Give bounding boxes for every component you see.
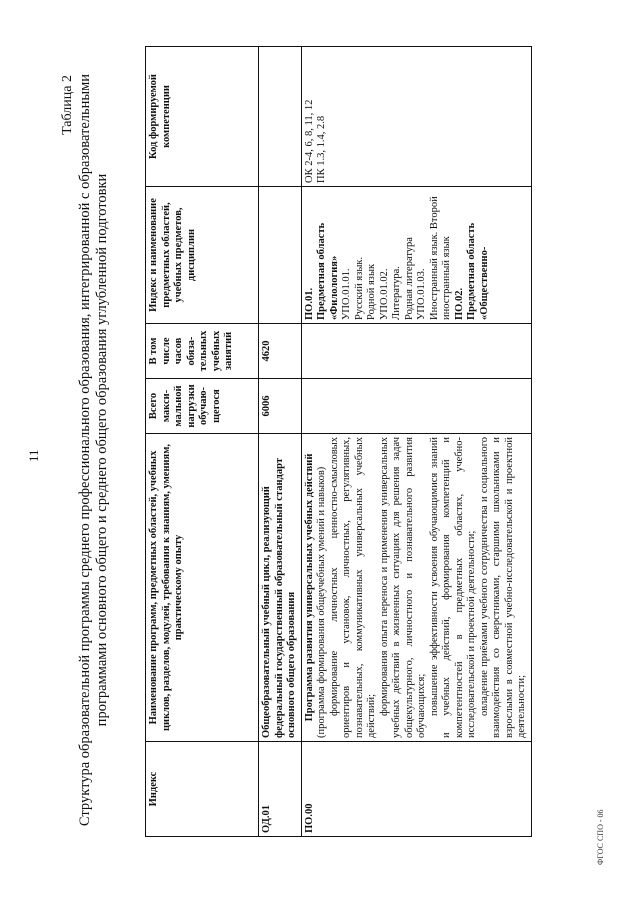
subject-name: Русский язык. xyxy=(353,256,365,320)
subject-name: Литература. xyxy=(391,266,402,320)
header-name: Наименование программ, предметных областей, учебных циклов, разделов, модулей, требования к знаниям, умениям, практическому опыту xyxy=(146,434,259,742)
program-item: формирования опыта переноса и применения универсальных учебных действий в жизненных ситуациях для решения задач общекультурного, личностного и познавательного развития обучающихся; xyxy=(378,437,427,738)
program-item: формирование личностных ценностно-смысловых ориентиров и установок, личностных, регулятивных, познавательных, коммуникативных универсальных учебных действий; xyxy=(328,437,377,738)
row-competence xyxy=(259,47,302,187)
program-title: Программа развития универсальных учебных действий xyxy=(303,453,315,722)
table-header-row xyxy=(146,47,259,837)
row-name: Общеобразовательный учебный цикл, реализующий федеральный государственный образовательный стандарт основного общего образования xyxy=(259,434,302,742)
header-mandatory: В том числе часов обяза-тельных учебных занятий xyxy=(146,324,259,379)
header-max-load: Всего макси-мальной нагрузки обучаю-щегося xyxy=(146,379,259,434)
subject-area-name: «Общественно- xyxy=(478,246,490,320)
row-mandatory: 4620 xyxy=(259,324,302,379)
table-row xyxy=(301,47,531,837)
table-caption: Структура образовательной программы среднего профессионального образования, интегрированной с образовательными программами основного общего и среднего общего образования углубленной подготовки xyxy=(77,73,110,827)
row-index: ОД.01 xyxy=(259,742,302,837)
footer-stamp: ФГОС СПО - 06 xyxy=(596,809,605,865)
subject-area-code: ПО.02. xyxy=(453,287,465,320)
subject-code: УПО.01.02. xyxy=(378,268,390,320)
subject-area-code: ПО.01. xyxy=(303,287,315,320)
subject-area-label: Предметная область xyxy=(316,222,327,320)
program-item: овладение приёмами учебного сотрудничества и социального взаимодействия со сверстниками, старшими школьниками и взрослыми в совместной учебно-исследовательской и проектной деятельности; xyxy=(478,437,527,738)
program-item: повышение эффективности усвоения обучающимися знаний и учебных действий, формирования компетенций и компетентностей в предметных областях, учебно-исследовательской и проектной деятельности; xyxy=(428,437,477,738)
competence-code-pk: ПК 1.3, 1.4, 2.8 xyxy=(316,115,327,183)
subject-code: УПО.01.01. xyxy=(341,268,352,320)
program-subtitle: (программа формирования общеучебных умений и навыков) xyxy=(316,466,327,738)
subject-code: УПО.01.03. xyxy=(416,268,427,320)
header-subjects: Индекс и наименование предметных областей, учебных предметов, дисциплин xyxy=(146,187,259,324)
row-max-load xyxy=(301,379,531,434)
subject-area-label: Предметная область xyxy=(466,222,477,320)
subject-name: Родная литература xyxy=(403,237,415,320)
header-competence: Код формируемой компетенции xyxy=(146,47,259,187)
structure-table xyxy=(145,46,532,837)
subject-area-name: «Филология» xyxy=(328,255,340,320)
row-competence xyxy=(301,47,531,187)
subject-name: Родной язык xyxy=(366,263,377,320)
subject-name: Иностранный язык. Второй иностранный язык xyxy=(428,196,452,320)
row-subjects xyxy=(301,187,531,324)
row-subjects xyxy=(259,187,302,324)
page-number: 11 xyxy=(26,449,41,462)
competence-code-ok: ОК 2-4, 6, 8, 11, 12 xyxy=(303,99,315,183)
row-name xyxy=(301,434,531,742)
header-index: Индекс xyxy=(146,742,259,837)
table-row xyxy=(259,47,302,837)
row-index: ПО.00 xyxy=(301,742,531,837)
row-mandatory xyxy=(301,324,531,379)
row-max-load: 6006 xyxy=(259,379,302,434)
table-label: Таблица 2 xyxy=(60,75,75,135)
